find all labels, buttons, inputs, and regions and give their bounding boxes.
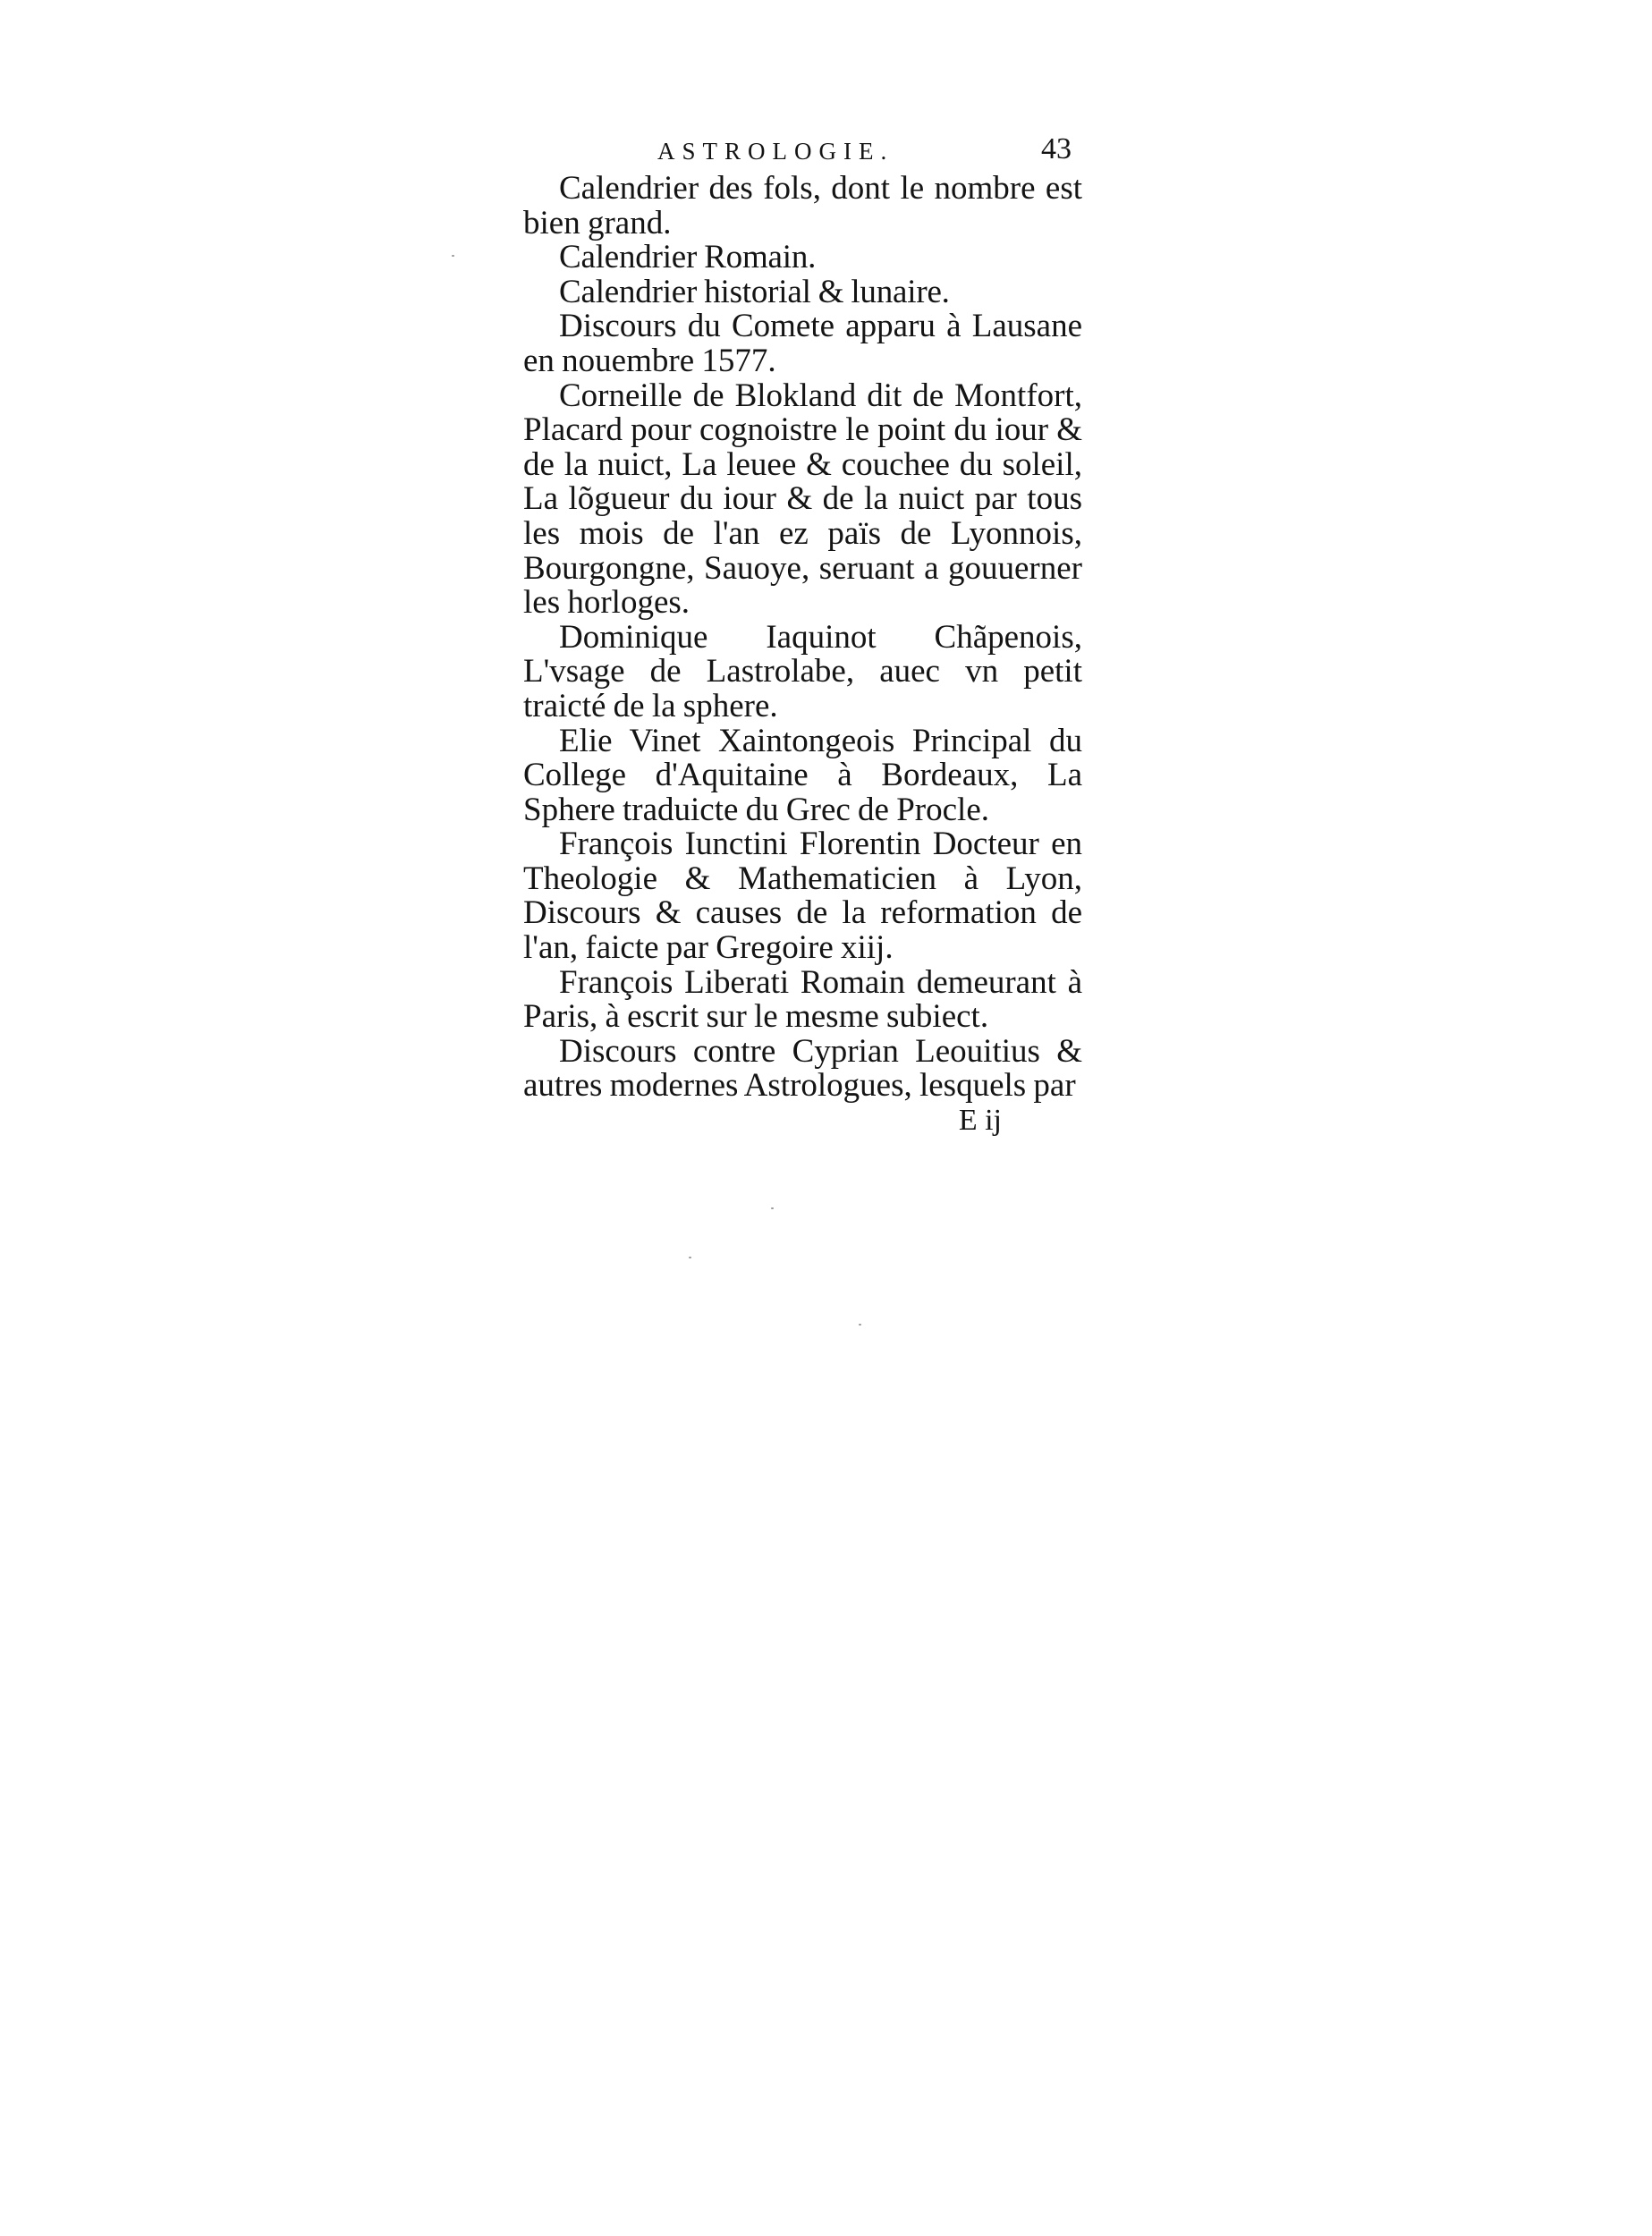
signature-mark: E ij — [958, 1104, 1002, 1138]
entry-calendrier-historial: Calendrier historial & lunaire. — [559, 273, 950, 310]
entry-corneille-de-blokland: Corneille de Blokland dit de Montfort, Placard pour cognoistre le point du iour & de la nuict, La leuee & couchee du soleil, La lõgueur du iour & de la nuict par tous les mois de l'an ez païs de Lyonnois, Bourgongne, Sauoye, seruant a gouuerner les horloges. — [523, 377, 1082, 622]
entry-dominique-iaquinot: Dominique Iaquinot Chãpenois, L'vsage de Lastrolabe, auec vn petit traicté de la sphere. — [523, 618, 1082, 724]
print-speck — [859, 1324, 861, 1326]
entry-discours-du-comete: Discours du Comete apparu à Lausane en nouembre 1577. — [523, 308, 1082, 379]
entry-calendrier-des-fols: Calendrier des fols, dont le nombre est bien grand. — [523, 170, 1082, 241]
print-speck — [771, 1207, 774, 1209]
entry-francois-iunctini: François Iunctini Florentin Docteur en Theologie & Mathematicien à Lyon, Discours & causes de la reformation de l'an, faicte par Gregoire xiij. — [523, 826, 1082, 967]
print-speck — [689, 1257, 691, 1258]
page-number: 43 — [1041, 132, 1072, 165]
running-head — [523, 132, 1082, 172]
entry-discours-contre-leouitius: Discours contre Cyprian Leouitius & autres modernes Astrologues, lesquels par — [523, 1032, 1082, 1105]
entry-calendrier-romain: Calendrier Romain. — [559, 239, 817, 276]
entry-elie-vinet: Elie Vinet Xaintongeois Principal du College d'Aquitaine à Bordeaux, La Sphere traduicte du Grec de Procle. — [523, 722, 1082, 828]
text-block — [523, 132, 1082, 1138]
running-title: ASTROLOGIE. — [657, 138, 894, 165]
entry-francois-liberati: François Liberati Romain demeurant à Paris, à escrit sur le mesme subiect. — [523, 963, 1082, 1036]
print-speck — [452, 255, 454, 257]
